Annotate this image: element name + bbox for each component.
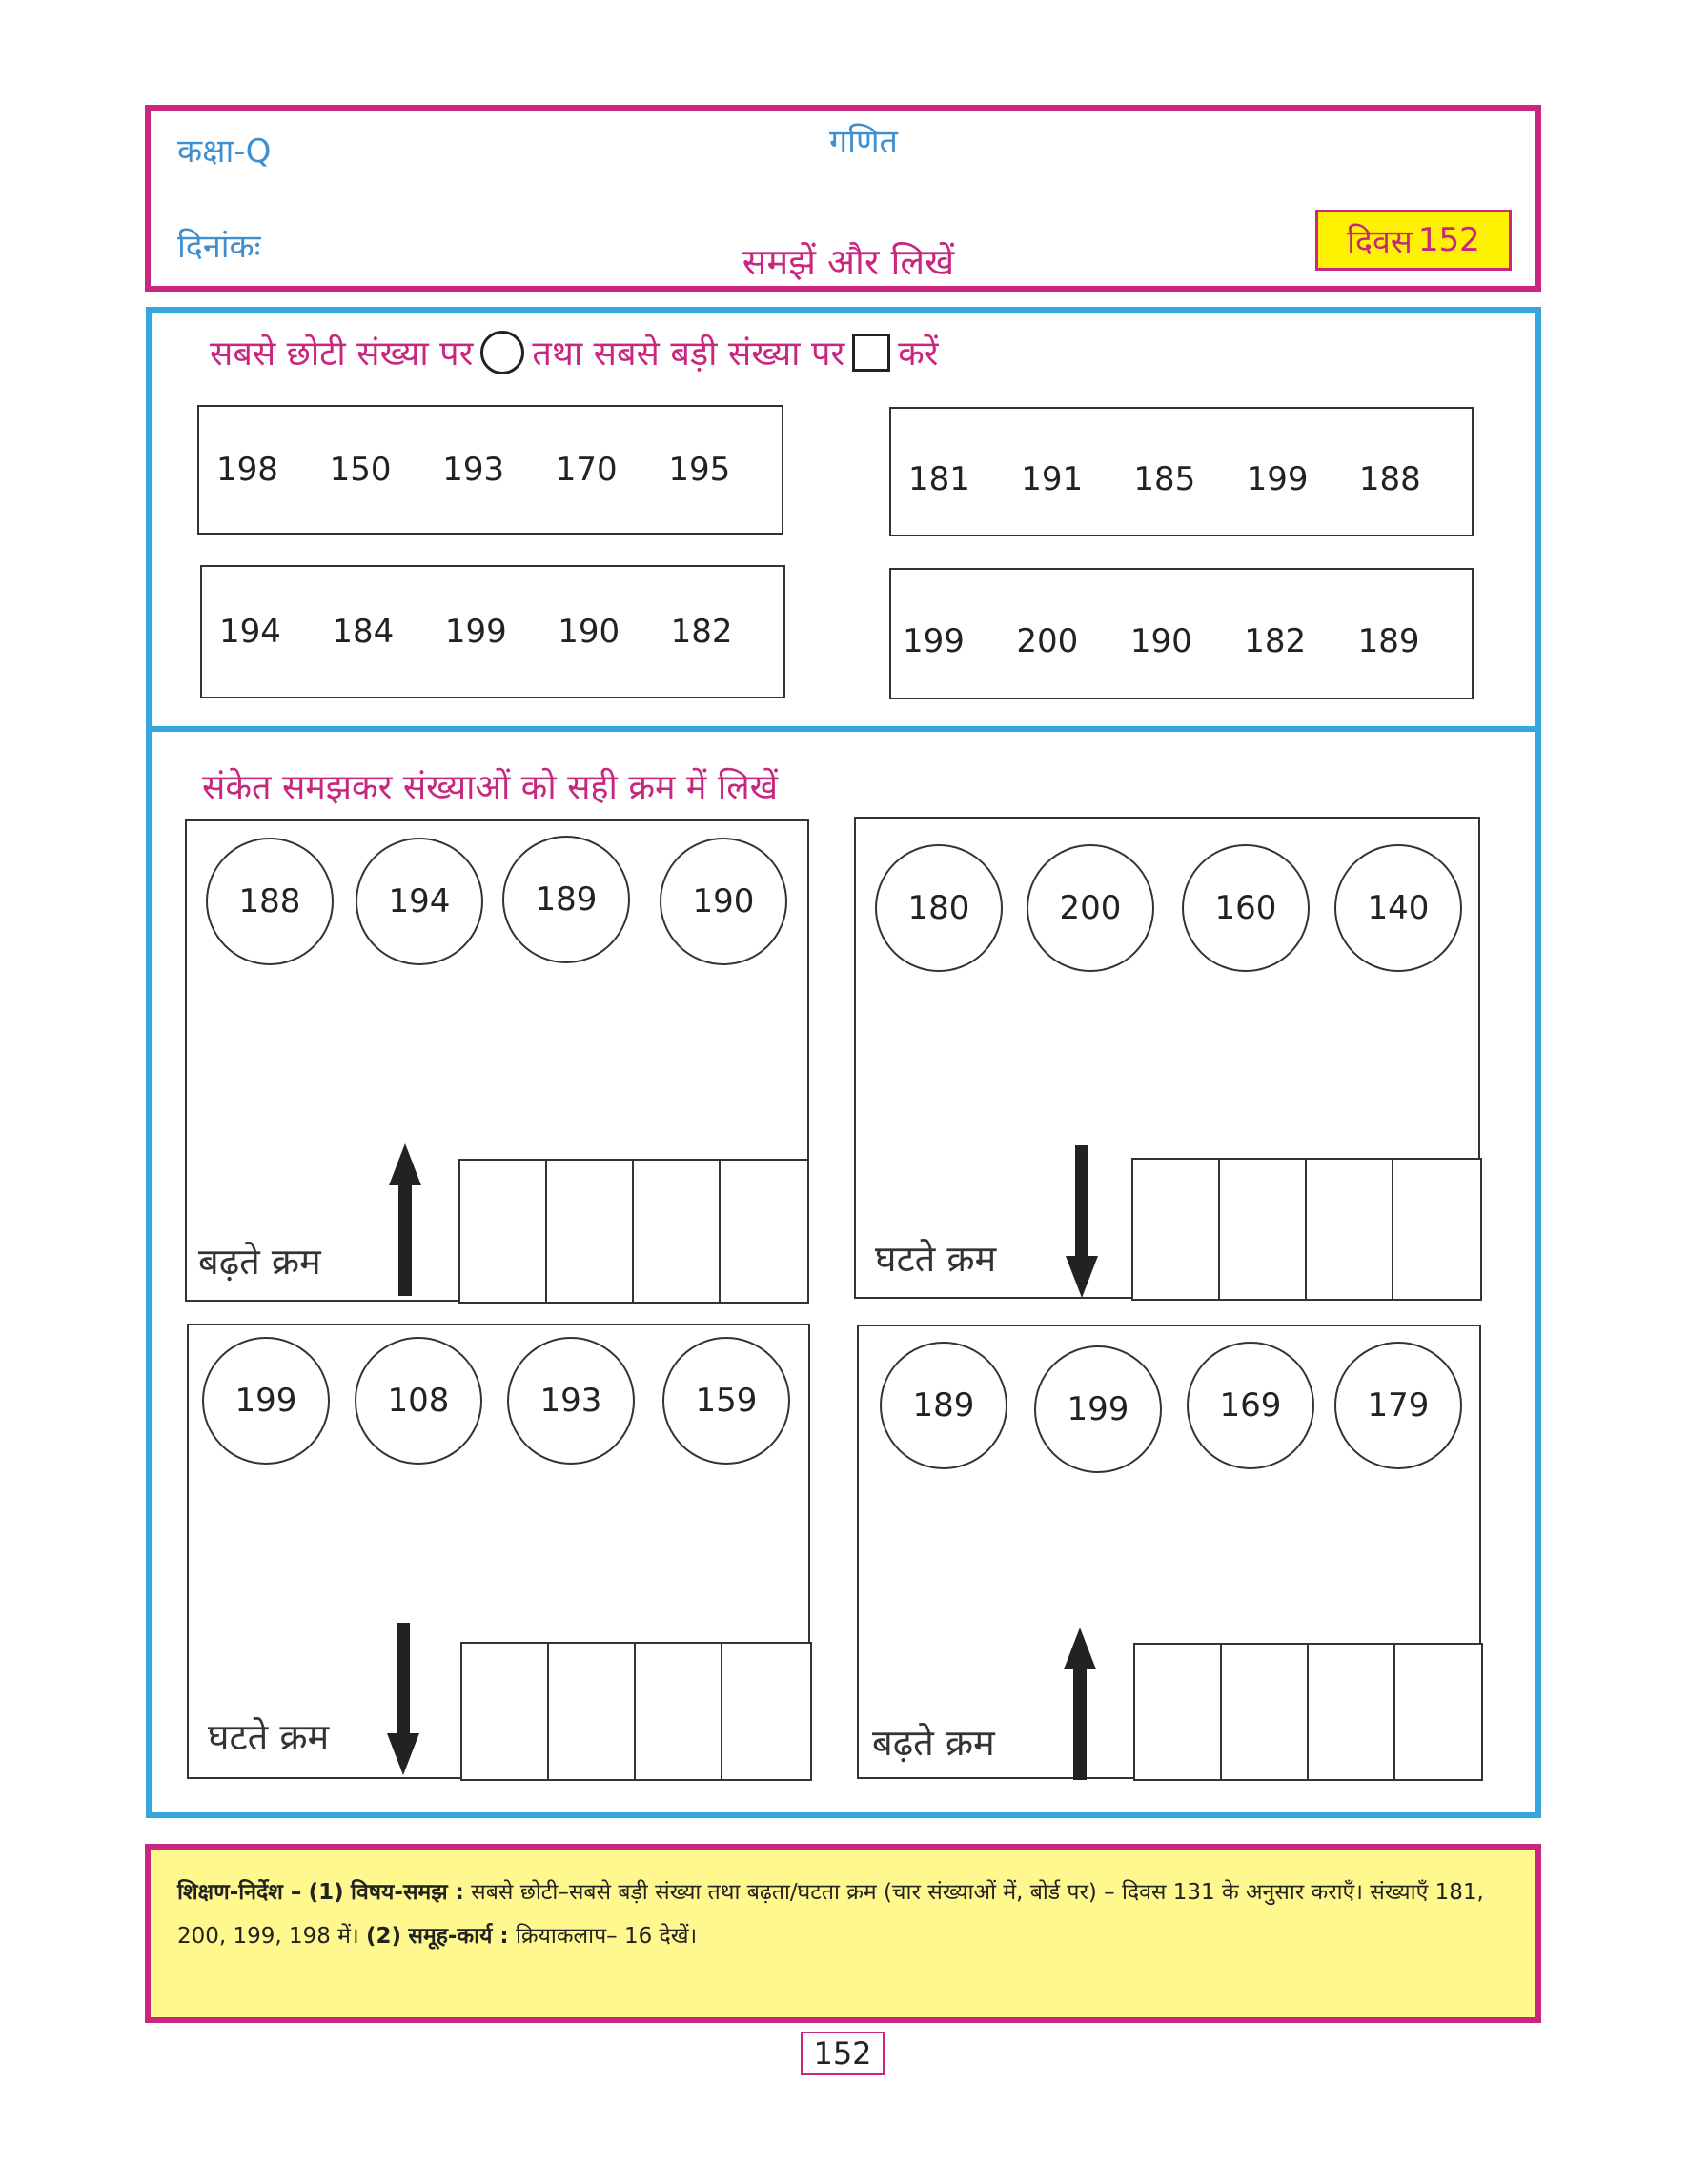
- arrow-down-icon: [1066, 1145, 1098, 1298]
- note-part1-title: विषय-समझ :: [351, 1880, 464, 1905]
- number-bubble: 194: [356, 838, 483, 965]
- number[interactable]: 198: [216, 451, 278, 489]
- day-label: दिवस: [1347, 223, 1413, 261]
- note-part2-title: समूह-कार्य :: [408, 1924, 509, 1949]
- answer-slot[interactable]: [1307, 1643, 1395, 1781]
- instruction-part2: तथा सबसे बड़ी संख्या पर: [532, 334, 845, 374]
- number-bubble: 169: [1187, 1342, 1314, 1469]
- answer-slot[interactable]: [721, 1642, 812, 1781]
- answer-slot[interactable]: [1393, 1643, 1483, 1781]
- number-bubble: 108: [355, 1337, 482, 1465]
- note-part1-text: सबसे छोटी–सबसे बड़ी संख्या तथा बढ़ता/घटता क्रम (चार संख्याओं में, बोर्ड पर) – दिवस 131 के अनुसार कराएँ। संख्याएँ 181, 200, 199, 198 में।: [177, 1880, 1484, 1949]
- number[interactable]: 185: [1133, 460, 1196, 498]
- answer-slot[interactable]: [1220, 1643, 1309, 1781]
- number-bubble: 199: [1034, 1345, 1162, 1473]
- subject-title: गणित: [829, 123, 898, 161]
- order-label: बढ़ते क्रम: [198, 1241, 321, 1283]
- answer-slot[interactable]: [632, 1159, 721, 1304]
- number-bubble: 159: [662, 1337, 790, 1465]
- answer-slot[interactable]: [1305, 1158, 1393, 1301]
- number[interactable]: 188: [1358, 460, 1421, 498]
- order-label: बढ़ते क्रम: [872, 1722, 995, 1764]
- day-number: 152: [1417, 221, 1480, 259]
- number-bubble: 193: [507, 1337, 635, 1465]
- arrow-up-icon: [1064, 1628, 1096, 1780]
- number[interactable]: 184: [332, 613, 395, 651]
- circle-icon: [480, 331, 524, 374]
- section-divider: [146, 726, 1541, 732]
- number-bubble: 189: [880, 1342, 1007, 1469]
- answer-slot[interactable]: [1218, 1158, 1307, 1301]
- number[interactable]: 200: [1016, 622, 1079, 660]
- date-label: दिनांकः: [177, 228, 261, 266]
- order-label: घटते क्रम: [875, 1238, 997, 1280]
- number[interactable]: 193: [442, 451, 505, 489]
- order-panel-4: [857, 1325, 1481, 1779]
- number[interactable]: 189: [1357, 622, 1420, 660]
- number[interactable]: 194: [219, 613, 281, 651]
- number-bubble: 188: [206, 838, 334, 965]
- number-bubble: 160: [1182, 844, 1310, 972]
- arrow-down-icon: [387, 1623, 419, 1775]
- square-icon: [852, 334, 890, 372]
- number-box-1: [197, 405, 783, 535]
- instruction-part1: सबसे छोटी संख्या पर: [210, 334, 474, 374]
- answer-slot[interactable]: [1392, 1158, 1482, 1301]
- number-bubble: 190: [660, 838, 787, 965]
- section2-instruction: संकेत समझकर संख्याओं को सही क्रम में लिखें: [202, 768, 779, 807]
- number-bubble: 180: [875, 844, 1003, 972]
- number[interactable]: 191: [1021, 460, 1084, 498]
- order-panel-2: [854, 817, 1480, 1299]
- number[interactable]: 199: [444, 613, 507, 651]
- note-part2-text: क्रियाकलाप– 16 देखें।: [515, 1924, 698, 1949]
- teaching-note: [145, 1844, 1541, 2023]
- number[interactable]: 190: [1129, 622, 1192, 660]
- instruction-part3: करें: [898, 334, 939, 374]
- number[interactable]: 182: [670, 613, 733, 651]
- day-badge: [1315, 210, 1512, 271]
- number-box-3: [200, 565, 785, 698]
- answer-slot[interactable]: [634, 1642, 722, 1781]
- number[interactable]: 170: [555, 451, 618, 489]
- answer-slot[interactable]: [547, 1642, 636, 1781]
- note-label: शिक्षण-निर्देश –: [177, 1880, 302, 1905]
- number[interactable]: 150: [329, 451, 392, 489]
- answer-slot[interactable]: [458, 1159, 547, 1304]
- number-bubble: 189: [502, 836, 630, 963]
- class-label: कक्षा-Q: [177, 132, 272, 171]
- answer-slot[interactable]: [1131, 1158, 1220, 1301]
- section1-instruction: [210, 329, 939, 375]
- number[interactable]: 181: [908, 460, 970, 498]
- arrow-up-icon: [389, 1143, 421, 1296]
- answer-slot[interactable]: [719, 1159, 809, 1304]
- number-bubble: 179: [1334, 1342, 1462, 1469]
- number-box-4: [889, 568, 1474, 699]
- order-label: घटते क्रम: [208, 1716, 330, 1758]
- number[interactable]: 190: [558, 613, 620, 651]
- number[interactable]: 182: [1244, 622, 1307, 660]
- order-panel-3: [187, 1324, 810, 1779]
- number[interactable]: 195: [668, 451, 731, 489]
- page-number: 152: [801, 2032, 885, 2075]
- number[interactable]: 199: [1246, 460, 1309, 498]
- number-box-2: [889, 407, 1474, 536]
- page-heading: समझें और लिखें: [742, 241, 955, 283]
- note-part1-number: (1): [308, 1880, 344, 1905]
- order-panel-1: [185, 819, 809, 1302]
- note-part2-number: (2): [366, 1924, 402, 1949]
- number[interactable]: 199: [903, 622, 965, 660]
- answer-slot[interactable]: [545, 1159, 634, 1304]
- answer-slot[interactable]: [1133, 1643, 1222, 1781]
- answer-slot[interactable]: [460, 1642, 549, 1781]
- number-bubble: 199: [202, 1337, 330, 1465]
- number-bubble: 200: [1027, 844, 1154, 972]
- number-bubble: 140: [1334, 844, 1462, 972]
